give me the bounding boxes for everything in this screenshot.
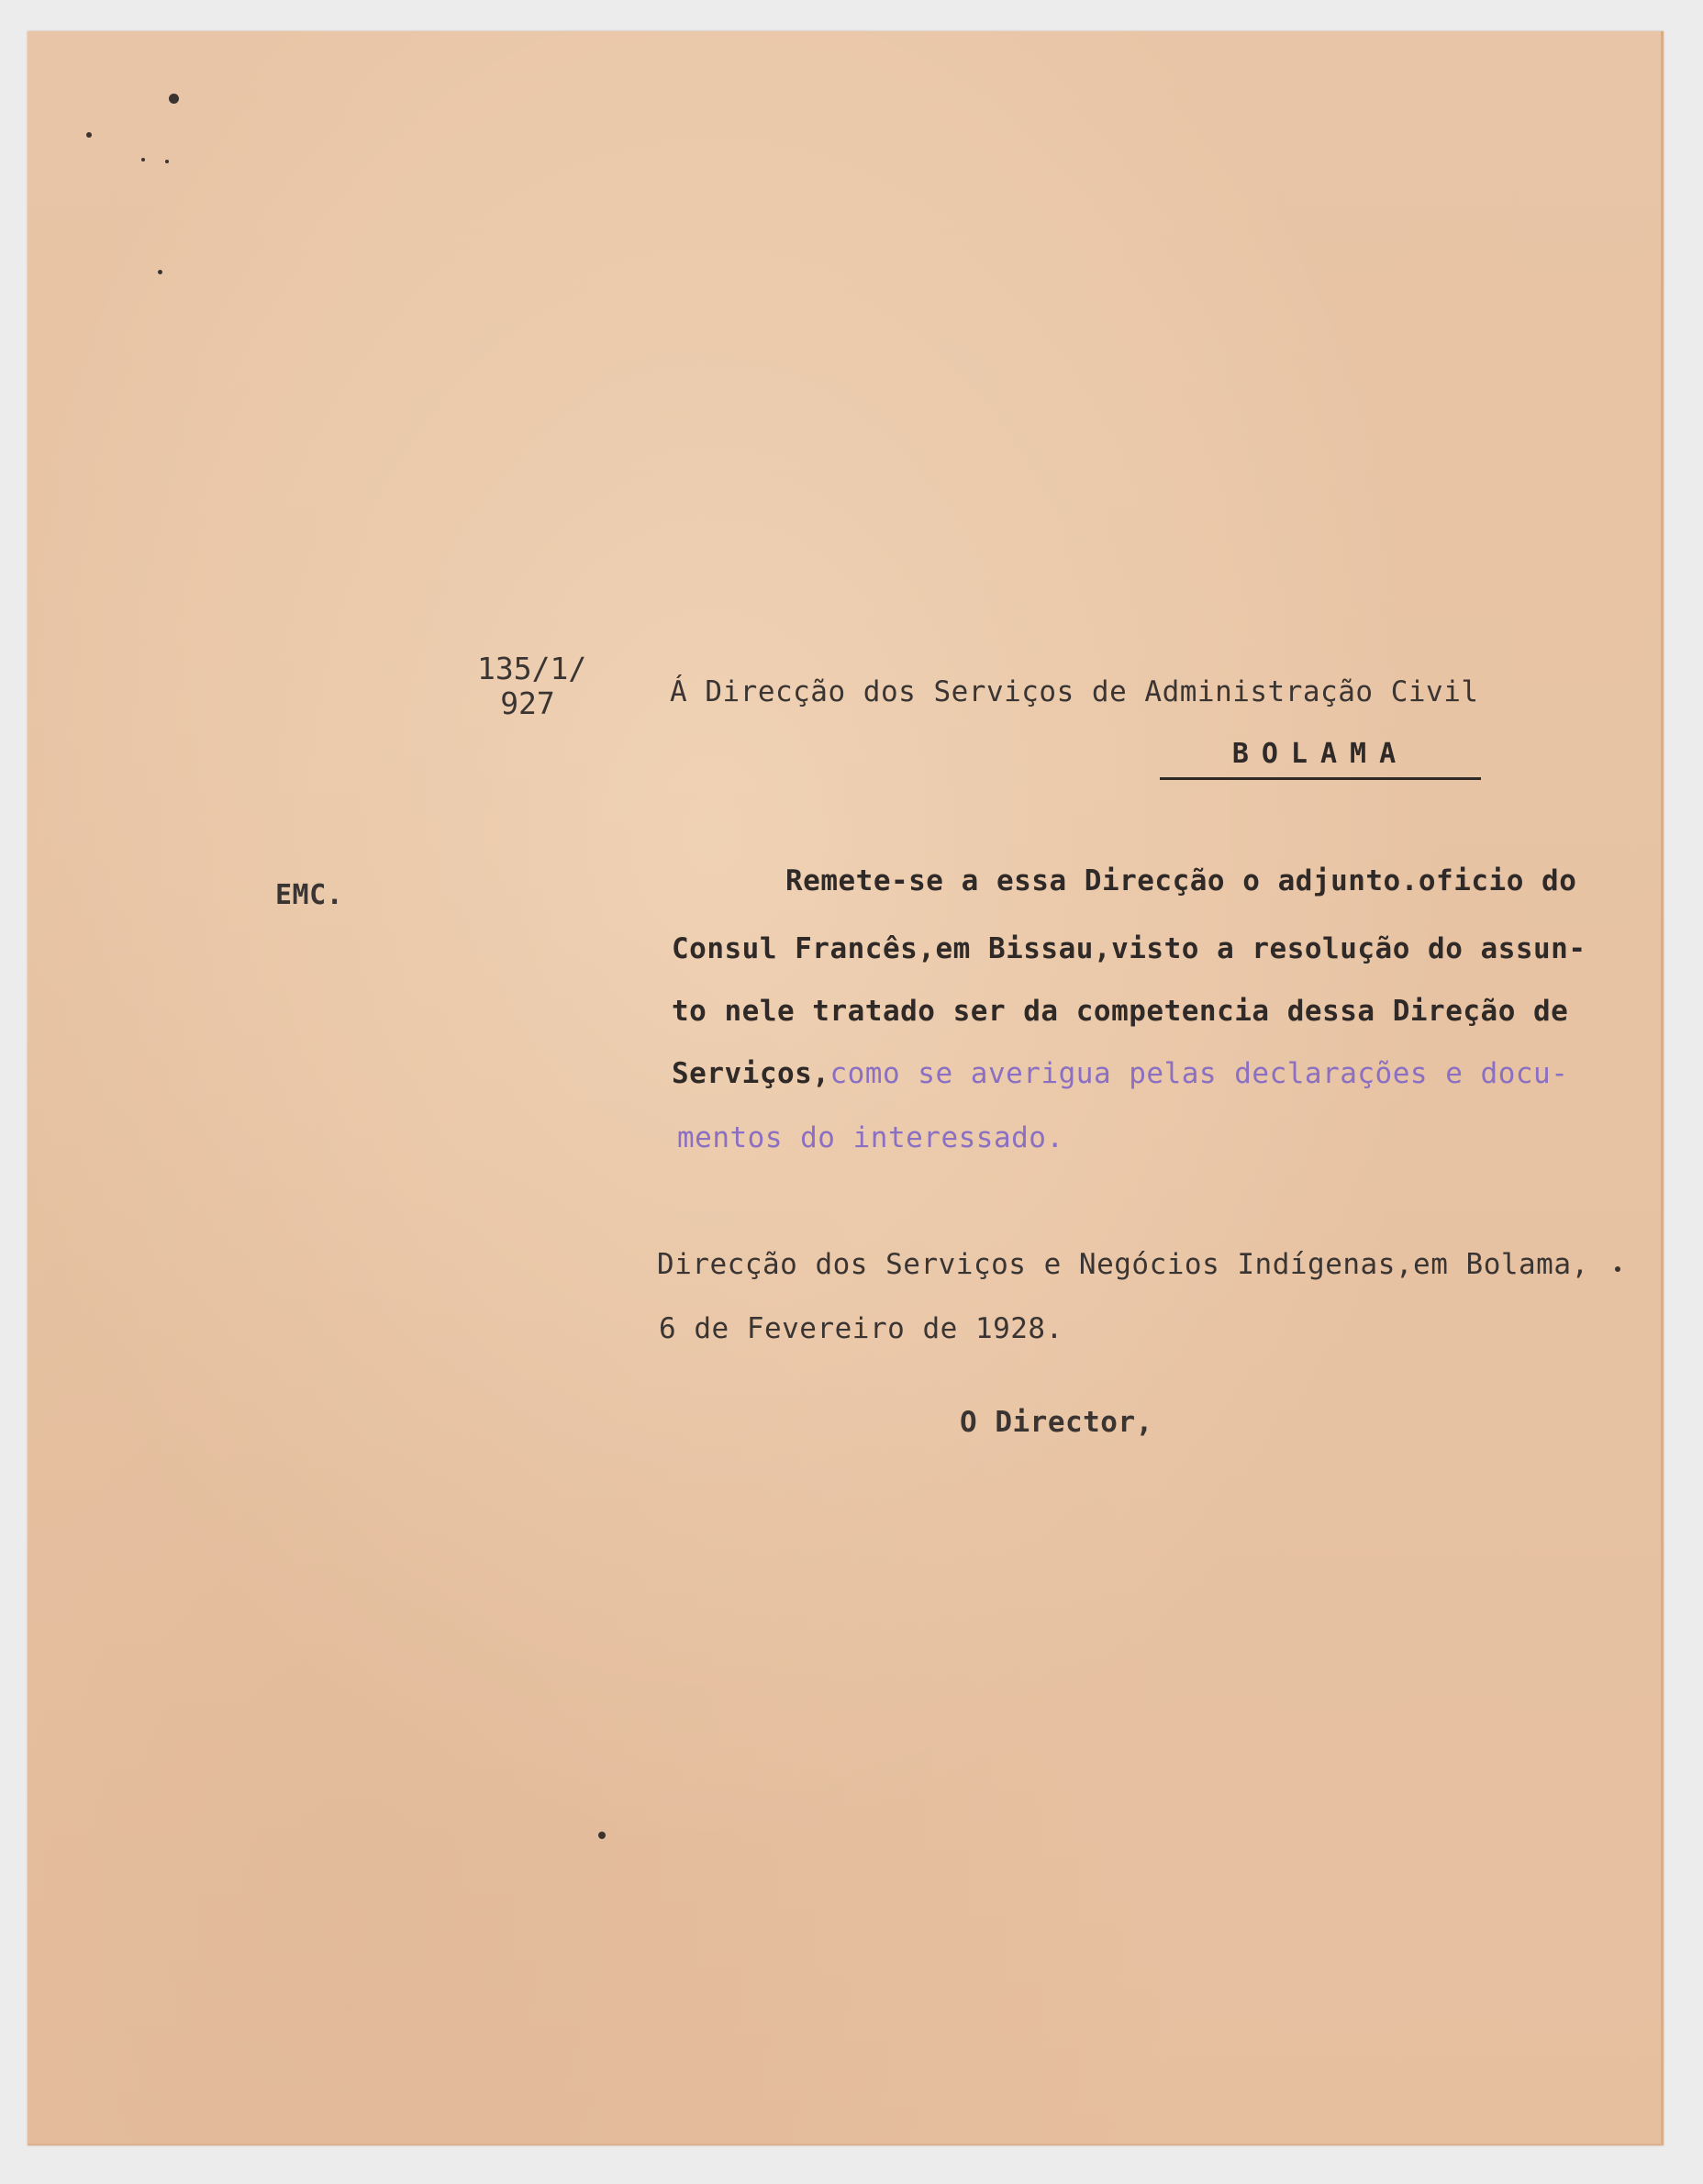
reference-number — [477, 651, 587, 721]
ink-spot — [169, 94, 179, 104]
reference-line-1: 135/1/ — [477, 651, 587, 686]
body-line-5: mentos do interessado. — [677, 1121, 1064, 1154]
ink-spot — [1615, 1266, 1620, 1272]
reference-line-2: 927 — [500, 685, 555, 721]
signature-line: O Director, — [960, 1406, 1153, 1439]
typist-initials: EMC. — [275, 879, 344, 911]
addressee-line: Á Direcção dos Serviços de Administração Civil — [670, 675, 1479, 708]
body-line-4-dark: Serviços, — [672, 1057, 830, 1090]
body-line-4-purple: como se averigua pelas declarações e docu- — [829, 1057, 1569, 1090]
body-line-2: Consul Francês,em Bissau,visto a resolução do assun- — [672, 932, 1586, 965]
paper-sheet — [28, 31, 1664, 2145]
ink-spot — [86, 132, 92, 138]
body-line-3: to nele tratado ser da competencia dessa Direção de — [672, 995, 1569, 1028]
ink-spot — [158, 270, 162, 274]
body-line-1: Remete-se a essa Direcção o adjunto.oficio do — [785, 864, 1577, 897]
date-line: 6 de Fevereiro de 1928. — [659, 1312, 1063, 1345]
city-heading: BOLAMA — [1160, 738, 1481, 780]
ink-spot — [165, 160, 169, 163]
ink-spot — [141, 158, 145, 162]
place-line: Direcção dos Serviços e Negócios Indígenas,em Bolama, — [657, 1248, 1589, 1281]
ink-spot — [598, 1832, 606, 1839]
body-line-4 — [672, 1057, 1568, 1090]
